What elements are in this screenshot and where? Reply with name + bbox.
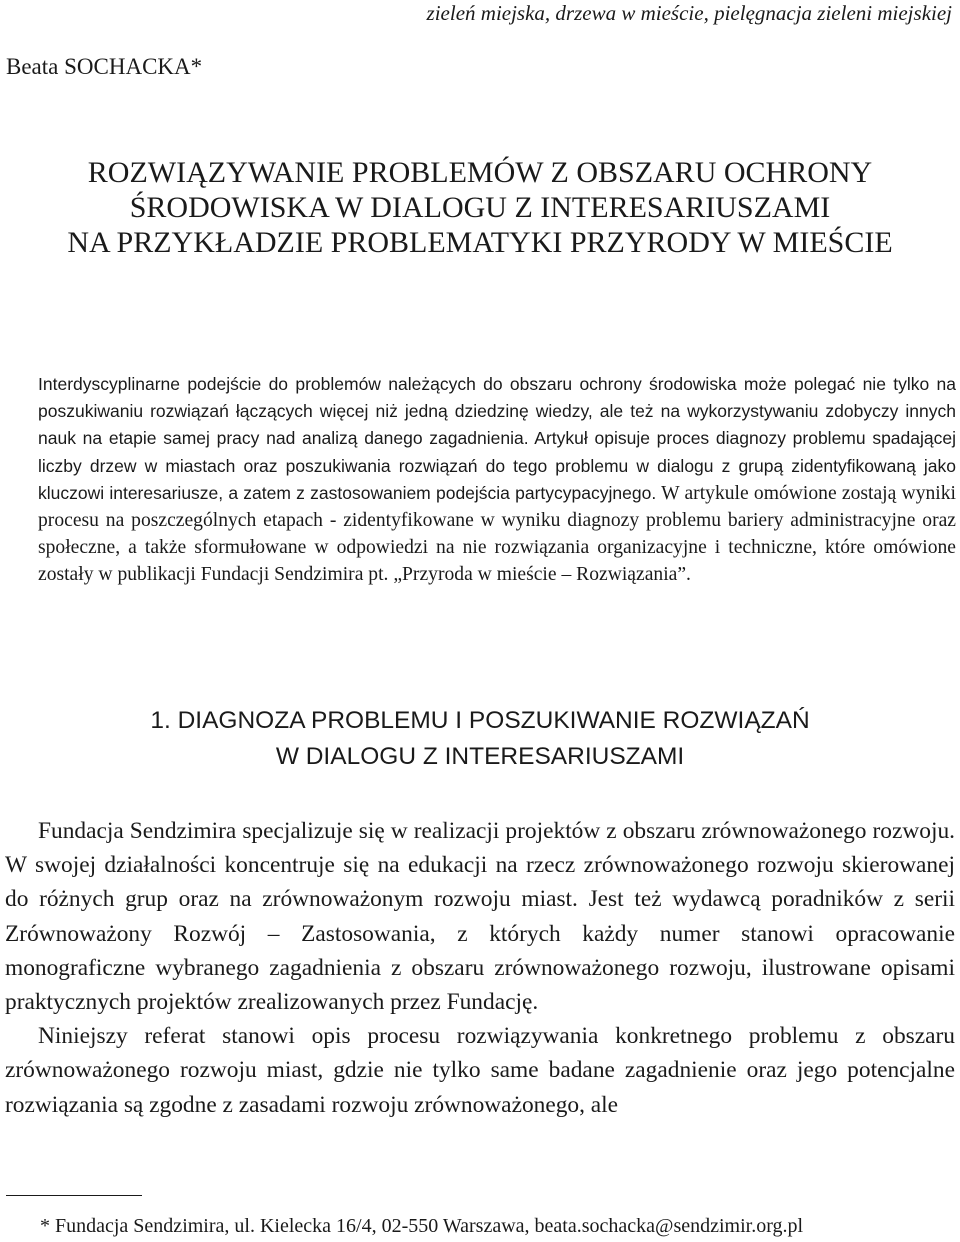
abstract-serif-part: W artykule omówione zostają wyniki procesu na poszczególnych etapach - zidentyfikowane w wyniku diagnozy problemu bariery administracyjne oraz społeczne, a także sformułowane w odpowiedzi na nie rozwiązania organizacyjne i techniczne, które omówione zostały w publikacji Fundacji Sendzimira pt. „Przyroda w mieście – Rozwiązania”. [38,482,956,586]
article-title [0,155,960,260]
section-heading [0,703,960,775]
section-heading-line-2: W DIALOGU Z INTERESARIUSZAMI [275,743,685,770]
keywords: zieleń miejska, drzewa w mieście, pielęgnacja zieleni miejskiej [426,1,952,25]
title-line-3: NA PRZYKŁADZIE PROBLEMATYKI PRZYRODY W MIEŚCIE [67,226,893,259]
footnote: * Fundacja Sendzimira, ul. Kielecka 16/4, 02-550 Warszawa, beata.sochacka@sendzimir.org.pl [40,1215,804,1237]
title-line-2: ŚRODOWISKA W DIALOGU Z INTERESARIUSZAMI [129,191,831,224]
body-paragraph-2: Niniejszy referat stanowi opis procesu rozwiązywania konkretnego problemu z obszaru zrównoważonego rozwoju miast, gdzie nie tylko same badane zagadnienie oraz jego potencjalne rozwiązania są zgodne z zasadami rozwoju zrównoważonego, ale [5,1023,955,1118]
author-name: Beata SOCHACKA* [6,54,203,79]
title-line-1: ROZWIĄZYWANIE PROBLEMÓW Z OBSZARU OCHRONY [87,156,873,189]
abstract [38,371,956,589]
body-paragraph-1: Fundacja Sendzimira specjalizuje się w realizacji projektów z obszaru zrównoważonego rozwoju. W swojej działalności koncentruje się na edukacji na rzecz zrównoważonego rozwoju skierowanej do różnych grup oraz na zrównoważonym rozwoju miast. Jest też wydawcą poradników z serii Zrównoważony Rozwój – Zastosowania, z których każdy numer stanowi opracowanie monograficzne wybranego zagadnienia z obszaru zrównoważonego rozwoju, ilustrowane opisami praktycznych projektów zrealizowanych przez Fundację. [5,818,955,1016]
footnote-divider [6,1195,142,1196]
abstract-sans-part: Interdyscyplinarne podejście do problemów należących do obszaru ochrony środowiska może polegać nie tylko na poszukiwaniu rozwiązań łączących więcej niż jedną dziedzinę wiedzy, ale też na wykorzystywaniu zdobyczy innych nauk na etapie samej pracy nad analizą danego zagadnienia. Artykuł opisuje proces diagnozy problemu spadającej liczby drzew w miastach oraz poszukiwania rozwiązań do tego problemu w dialogu z grupą zidentyfikowaną jako kluczowi interesariusze, a zatem z zastosowaniem podejścia partycypacyjnego. [38,374,956,503]
body-text [5,814,955,1122]
section-heading-line-1: 1. DIAGNOZA PROBLEMU I POSZUKIWANIE ROZWIĄZAŃ [150,707,810,734]
